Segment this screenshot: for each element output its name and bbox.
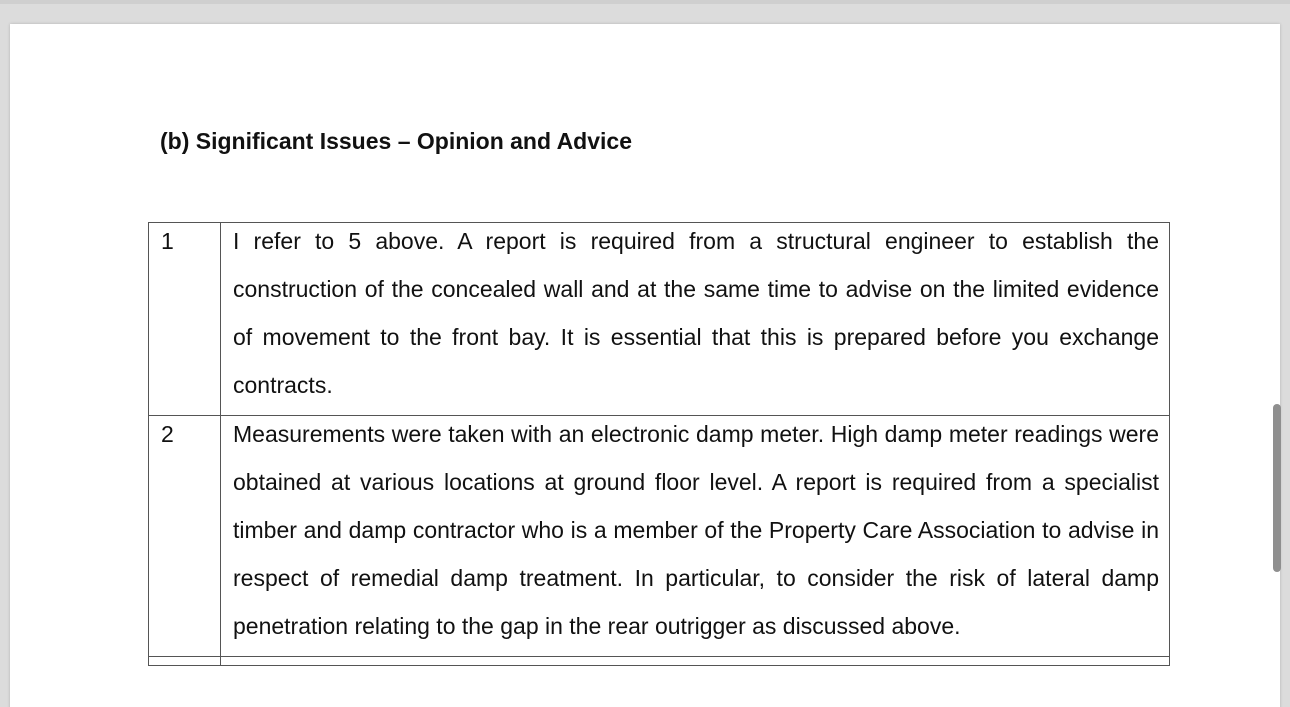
- issues-table: [148, 222, 1170, 666]
- issue-text: I refer to 5 above. A report is required from a structural engineer to establish the construction of the concealed wall and at the same time to advise on the limited evidence of movement to the front bay. It is essential that this is prepared before you exchange contracts.: [233, 228, 1159, 398]
- vertical-scrollbar[interactable]: [1273, 404, 1281, 572]
- issue-text-cell: [221, 223, 1170, 416]
- table-row: [149, 416, 1170, 657]
- issue-text: Measurements were taken with an electronic damp meter. High damp meter readings were obtained at various locations at ground floor level. A report is required from a specialist timber and damp contractor who is a member of the Property Care Association to advise in respect of remedial damp treatment. In particular, to consider the risk of lateral damp penetration relating to the gap in the rear outrigger as discussed above.: [233, 421, 1159, 639]
- issue-number-cell: [149, 223, 221, 416]
- issue-number-cell: [149, 416, 221, 657]
- previous-page-edge: [0, 0, 1290, 4]
- issue-number: 2: [161, 421, 174, 447]
- issue-text-cell: [221, 657, 1170, 666]
- table-row-partial: [149, 657, 1170, 666]
- issue-text-cell: [221, 416, 1170, 657]
- issue-number: 1: [161, 228, 174, 254]
- section-heading: (b) Significant Issues – Opinion and Advice: [160, 128, 632, 154]
- issue-number-cell: [149, 657, 221, 666]
- table-row: [149, 223, 1170, 416]
- document-page: [10, 24, 1280, 707]
